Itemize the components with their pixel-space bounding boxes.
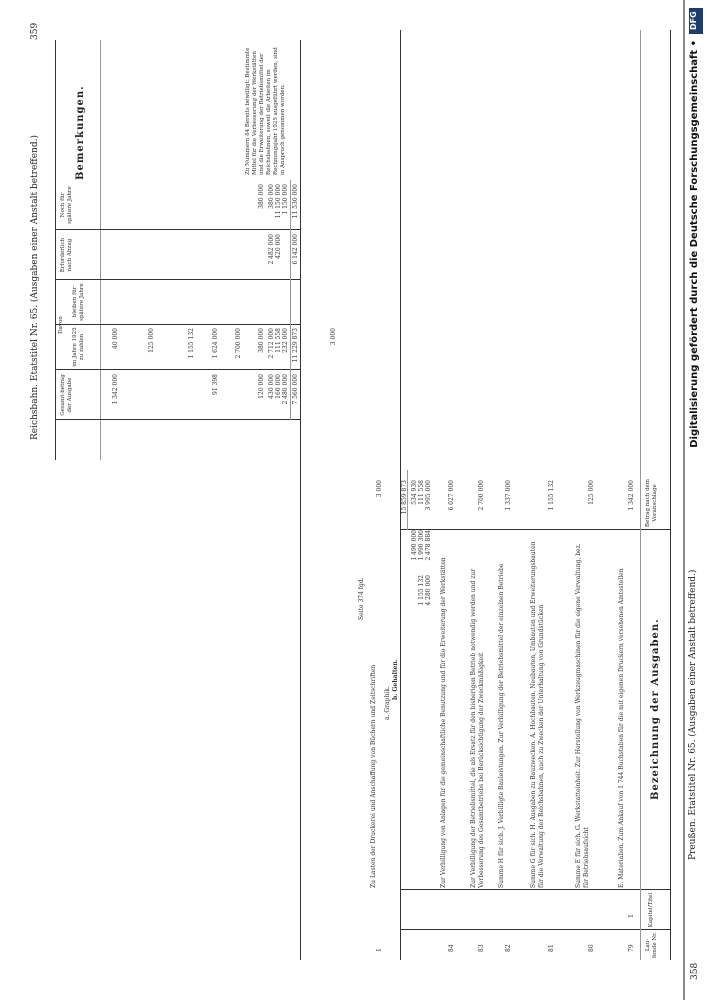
left-grand-total: 15 859 873 — [401, 480, 408, 515]
right-page-top-rule — [55, 40, 56, 460]
right-col-divider — [55, 324, 300, 325]
row-amount: 125 000 — [588, 480, 595, 505]
sub-b1: 2 712 000 — [268, 328, 275, 359]
sidebar-edge — [683, 0, 685, 1000]
row-text: Summe H für sich. J. Verbilligte Bauleistungen. Zur Verbilligung der Betriebsmittel der einzelnen Betriebe — [498, 563, 505, 888]
subtotal-value: 111 558 — [418, 480, 425, 505]
subtotal-value: 1 490 000 — [411, 530, 418, 561]
remarks-text: Zu Nummern 84 Bereits bewilligt: Bestimmte Mittel für die Verbesserung der Werkstätten und die Erweiterung der Betriebsmittel der Reichsbahnen, soweit die Arbeiten im Rechnungsjahr 1925 ausgeführt werden, sind in Anspruch genommen worden. — [245, 47, 286, 175]
row-amount: 1 342 000 — [628, 480, 635, 511]
row-amount: 1 155 132 — [548, 480, 555, 511]
cell-b1: 125 000 — [148, 328, 155, 353]
header-betrag: Betrag nach dem Voranschlage — [645, 479, 658, 527]
digitization-sidebar — [683, 0, 707, 1000]
right-total-rule — [290, 180, 291, 420]
sub-d: 1 150 000 — [282, 184, 289, 215]
digitization-text: Digitalisierung gefördert durch die Deutsche Forschungsgemeinschaft • — [689, 40, 700, 448]
header-bemerkungen: Bemerkungen. — [75, 85, 86, 180]
row-no: 82 — [505, 944, 512, 952]
subtotal-value: 1 155 132 — [418, 575, 425, 606]
b-row-b1: 3 000 — [330, 328, 337, 346]
header-gesamt: Gesamt-betrag der Ausgabe — [60, 374, 73, 416]
row-no: 80 — [588, 944, 595, 952]
right-running-head: Reichsbahn. Etatstitel Nr. 65. (Ausgaben einer Anstalt betreffend.) — [30, 135, 40, 440]
sub-d: 11 150 000 — [275, 184, 282, 219]
row-text: E. Materialien. Zum Ankauf von 1 744 Buchstaben für die mit eigenen Druckern versehenen Amtsstellen — [618, 568, 625, 888]
row-text: Zur Verbilligung von Anlagen für die gemeinschaftliche Benutzung und für die Erweiterung der Werkstätten — [440, 557, 447, 888]
total-d: 11 530 000 — [292, 184, 299, 219]
header-bezeichnung: Bezeichnung der Ausgaben. — [650, 618, 661, 800]
left-header-rule — [640, 30, 641, 960]
header-b1: im Jahre 1925 zu zahlen — [72, 327, 85, 367]
header-d: Noch für spätere Jahre — [60, 186, 73, 224]
cell-b1: 380 000 — [258, 328, 265, 353]
section-b-row-cap: 1 — [376, 948, 383, 952]
row-amount: 6 027 000 — [448, 480, 455, 511]
sub-b1: 111 558 — [275, 328, 282, 353]
sub-c: 420 000 — [275, 234, 282, 259]
right-header-rule — [100, 40, 101, 460]
row-amount: 2 700 000 — [478, 480, 485, 511]
right-page-number: 359 — [30, 22, 40, 40]
left-col-divider — [400, 929, 670, 930]
left-page-top-rule — [670, 30, 671, 960]
sub-a: 160 000 — [275, 374, 282, 399]
right-col-divider — [55, 229, 300, 230]
row-text: Zur Verbilligung der Betriebsmittel, die als Ersatz für den bisherigen Betrieb notwendig werden und zur Verbesserung des Gesamtbetriebs bei Berücksichtigung der Zweckmäßigkeit — [470, 568, 485, 888]
sub-a: 2 480 000 — [282, 374, 289, 405]
cell-b1: 1 155 132 — [188, 328, 195, 359]
subtotal-value: 4 280 000 — [425, 575, 432, 606]
subtotal-value: 534 930 — [411, 480, 418, 505]
cell-b1: 1 624 000 — [212, 328, 219, 359]
row-no: 79 — [628, 944, 635, 952]
section-b-title: b. Gehalten. — [392, 659, 399, 700]
digitization-credit — [689, 40, 703, 940]
section-b-amount: 3 000 — [376, 480, 383, 498]
right-col-divider — [55, 419, 300, 420]
sub-b1: 232 000 — [282, 328, 289, 353]
row-no: 81 — [548, 944, 555, 952]
subtotal-value: 3 995 000 — [425, 480, 432, 511]
cell-gesamt: 91 398 — [212, 374, 219, 395]
sub-a: 430 000 — [268, 374, 275, 399]
sub-d: 380 000 — [268, 184, 275, 209]
total-c: 6 142 000 — [292, 234, 299, 265]
sub-c: 2 482 000 — [268, 234, 275, 265]
cell-gesamt: 120 000 — [258, 374, 265, 399]
cell-b1: 40 000 — [112, 328, 119, 349]
row-no: 84 — [448, 944, 455, 952]
dfg-badge: DFG — [689, 8, 703, 34]
header-kapitel: Kapitel/Titel — [648, 892, 654, 928]
header-davon: Davon — [58, 316, 64, 334]
row-text: Summe E für sich. G. Werkstatteinheit. Zur Herstellung von Werkzeugmaschinen für die eigene Verwaltung, bez. für Betriebsaufsicht — [575, 543, 590, 888]
total-a: 7 560 000 — [292, 374, 299, 405]
right-col-divider — [55, 279, 300, 280]
cell-b1: 2 700 000 — [235, 328, 242, 359]
row-text: Summe G für sich. H. Ausgaben zu Bauzwecken. A. Hochbauten. Neubauten, Umbauten und Erweiterungsbauten für die Verwaltung der Reichsbahnen, auch zu Zwecken der Unterhaltung von Grundstücken — [530, 541, 545, 888]
total-b1: 11 229 873 — [292, 328, 299, 363]
row-cap: 1 — [628, 914, 635, 918]
subtotal-value: 1 990 300 — [418, 530, 425, 561]
left-running-head: Preußen. Etatstitel Nr. 65. (Ausgaben einer Anstalt betreffend.) — [688, 569, 698, 860]
right-page-bottom-rule — [300, 40, 301, 960]
section-b-sub: a. Graphik. — [384, 686, 391, 720]
section-b-text: Zu Lasten der Druckerei und Anschaffung von Büchern und Zeitschriften — [370, 664, 377, 888]
cell-d: 380 000 — [258, 184, 265, 209]
right-col-divider — [55, 369, 300, 370]
left-page-number: 358 — [690, 962, 700, 980]
row-amount: 1 337 000 — [505, 480, 512, 511]
row-no: 83 — [478, 944, 485, 952]
left-col-divider — [400, 889, 670, 890]
subtotal-value: 2 478 884 — [425, 530, 432, 561]
cell-gesamt: 1 342 000 — [112, 374, 119, 405]
left-footer-note: Seite 374 fgd. — [358, 577, 365, 620]
header-c: Erforderlich nach Abzug — [60, 237, 73, 273]
left-col-divider — [400, 529, 670, 530]
header-b2: bleiben für spätere Jahre — [72, 283, 85, 321]
header-lfd-nr: Lau-fende Nr. — [645, 932, 658, 958]
